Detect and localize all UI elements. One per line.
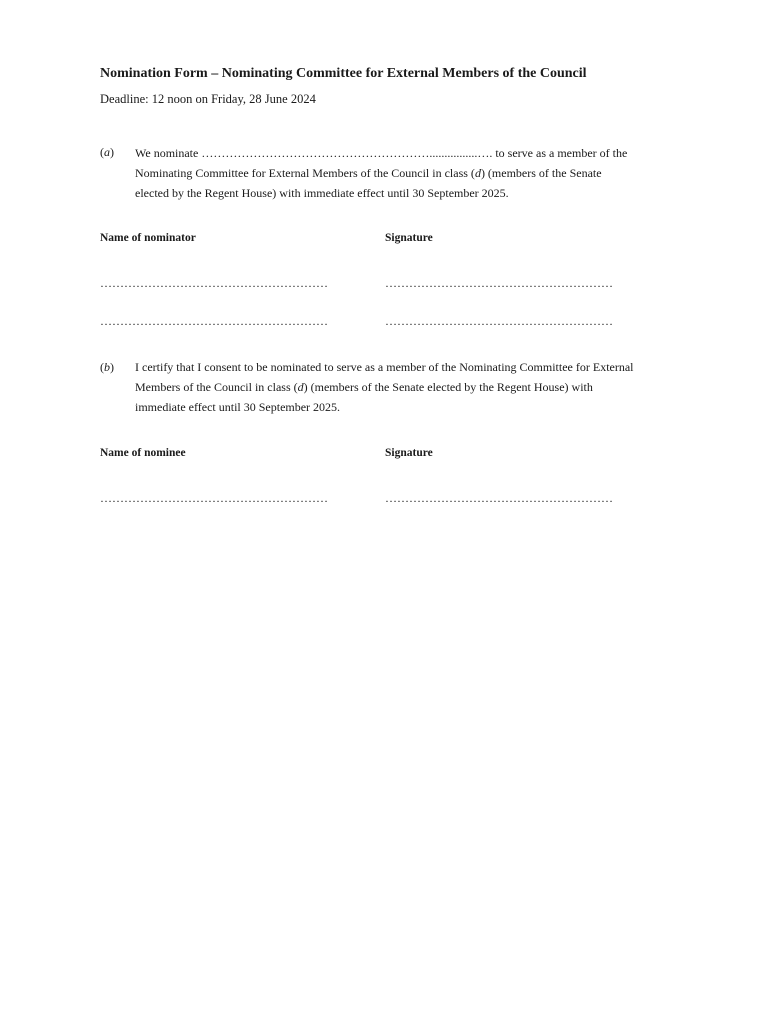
section-a-line-1: We nominate …………………………………………………................…. to serve as a member of the	[135, 146, 628, 160]
section-b-label: (b)	[100, 360, 114, 374]
nominee-signature-heading: Signature	[385, 447, 433, 459]
class-d-label: d	[474, 166, 481, 180]
form-title: Nomination Form – Nominating Committee for External Members of the Council	[100, 66, 587, 81]
class-d-label: d	[297, 380, 304, 394]
nominator-2-name-field[interactable]: …………………………………………………	[100, 314, 328, 328]
nominator-signature-heading: Signature	[385, 232, 433, 244]
section-a-line-3: elected by the Regent House) with immediate effect until 30 September 2025.	[135, 186, 509, 200]
nominator-1-signature-field[interactable]: …………………………………………………	[385, 276, 613, 290]
section-b-line-2: Members of the Council in class (d) (members of the Senate elected by the Regent House) with	[135, 380, 593, 394]
nominator-name-heading: Name of nominator	[100, 232, 196, 244]
nominee-name-field[interactable]: …………………………………………………	[100, 491, 328, 505]
section-a-text	[135, 143, 695, 203]
section-b-line-3: immediate effect until 30 September 2025.	[135, 400, 341, 414]
nominator-1-name-field[interactable]: …………………………………………………	[100, 276, 328, 290]
section-a-line-2: Nominating Committee for External Members of the Council in class (d) (members of the Senate	[135, 166, 602, 180]
section-b-line-1: I certify that I consent to be nominated to serve as a member of the Nominating Committee for External	[135, 360, 634, 374]
nominee-name-heading: Name of nominee	[100, 447, 186, 459]
section-b-text	[135, 357, 695, 417]
nominee-signature-field[interactable]: …………………………………………………	[385, 491, 613, 505]
form-deadline: Deadline: 12 noon on Friday, 28 June 2024	[100, 92, 316, 106]
section-a-label: (a)	[100, 145, 114, 159]
nominator-2-signature-field[interactable]: …………………………………………………	[385, 314, 613, 328]
